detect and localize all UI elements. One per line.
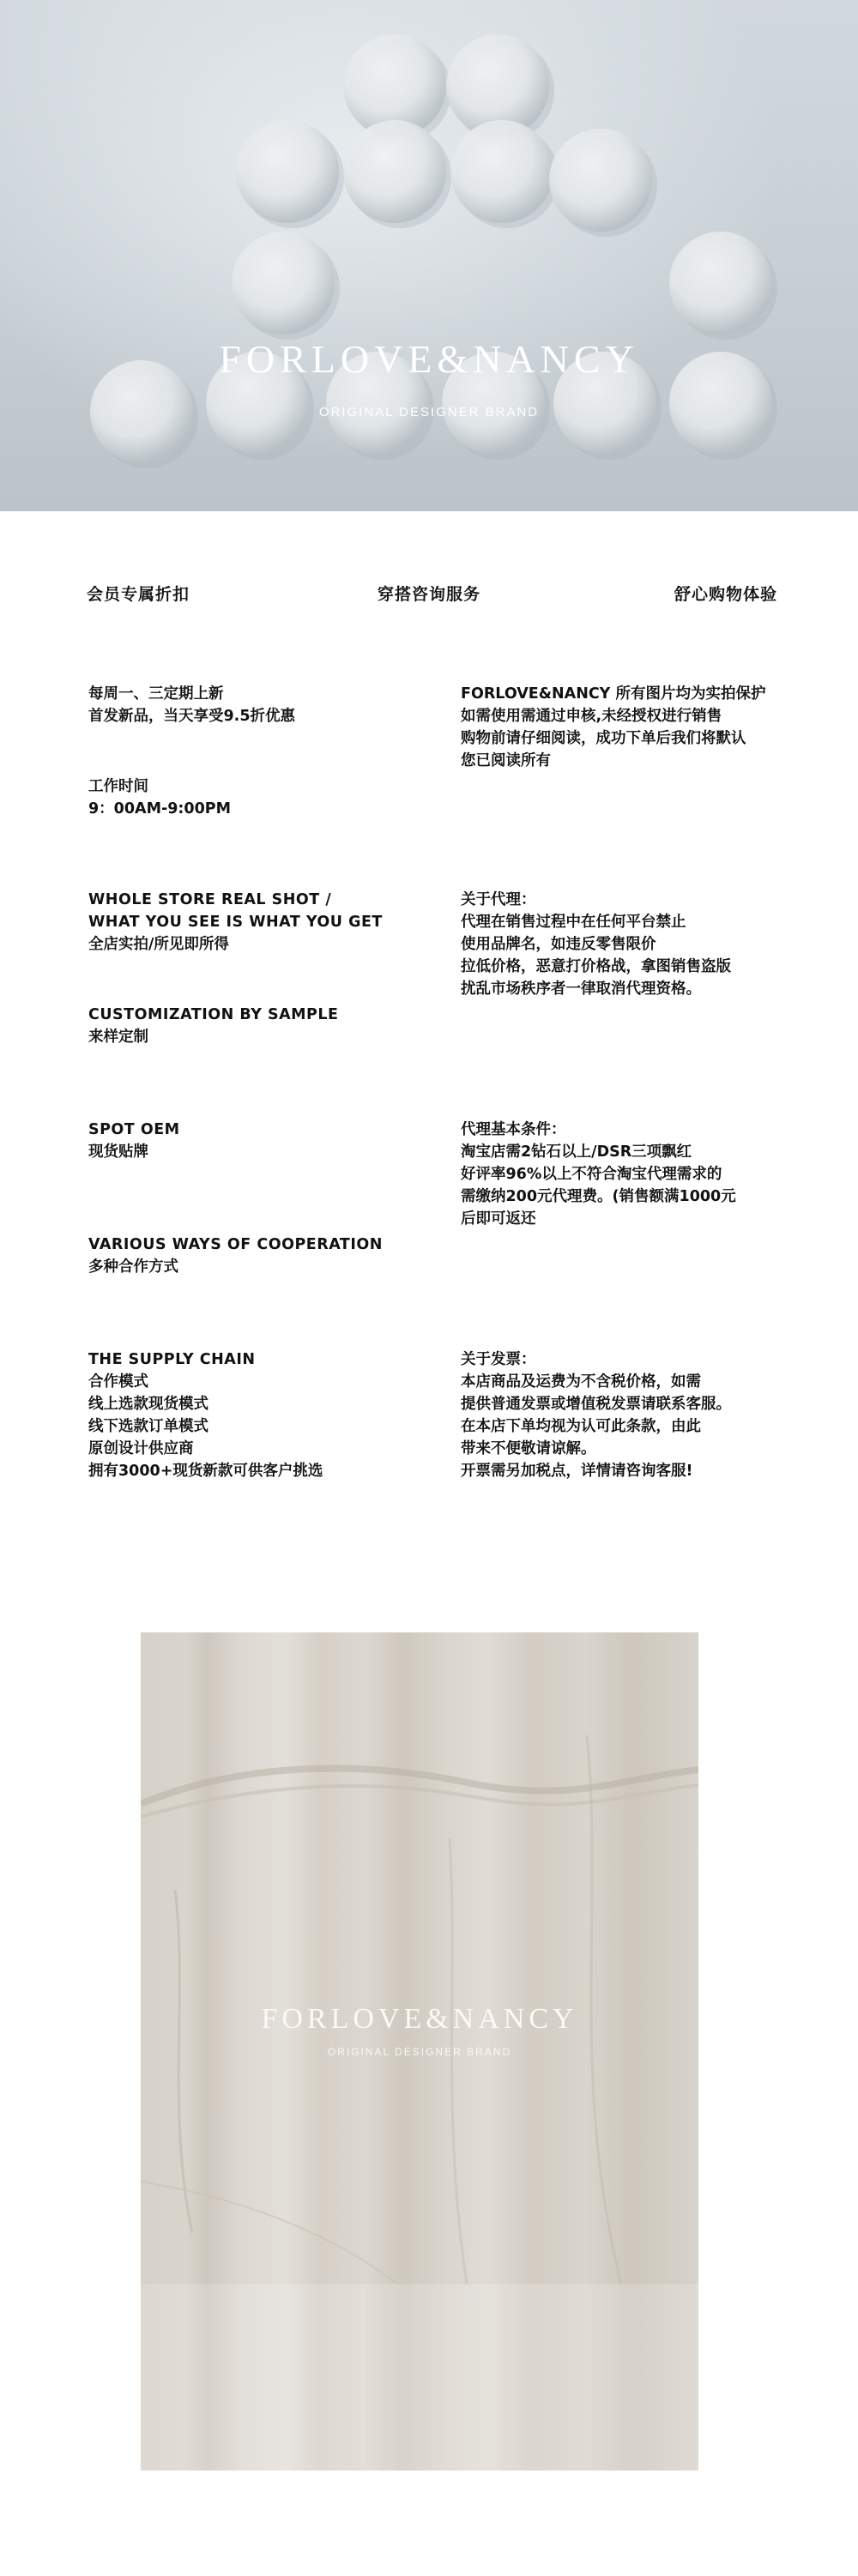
text-line: 代理基本条件： <box>461 1121 566 1138</box>
text-line: 扰乱市场秩序者一律取消代理资格。 <box>461 980 701 998</box>
text-line: 原创设计供应商 <box>88 1440 194 1457</box>
text-line: 9：00AM-9:00PM <box>88 800 232 817</box>
photo-brand-tagline: ORIGINAL DESIGNER BRAND <box>327 2046 512 2058</box>
text-line: 如需使用需通过申核,未经授权进行销售 <box>461 708 722 725</box>
text-line: 好评率96%以上不符合淘宝代理需求的 <box>461 1166 722 1183</box>
hero-brand-title: FORLOVE&NANCY <box>219 337 639 381</box>
text-line: 本店商品及运费为不含税价格，如需 <box>461 1373 701 1391</box>
dome <box>669 232 772 335</box>
text-line: 线下选款订单模式 <box>88 1418 208 1435</box>
text-line: 来样定制 <box>88 1029 148 1046</box>
new-arrivals-block <box>88 683 295 727</box>
customization-block <box>88 1004 338 1048</box>
hero-banner <box>0 0 858 511</box>
text-line: 购物前请仔细阅读，成功下单后我们将默认 <box>461 730 746 747</box>
text-line: CUSTOMIZATION BY SAMPLE <box>88 1006 339 1023</box>
text-line: 需缴纳200元代理费。(销售额满1000元 <box>461 1188 736 1205</box>
hero-texture <box>0 0 858 511</box>
text-line: 每周一、三定期上新 <box>88 685 224 703</box>
working-hours-block <box>88 775 231 820</box>
real-shot-block <box>88 889 383 956</box>
hero-brand-tagline: ORIGINAL DESIGNER BRAND <box>318 405 540 419</box>
text-line: 淘宝店需2钻石以上/DSR三项飘红 <box>461 1143 692 1161</box>
text-line: WHOLE STORE REAL SHOT / <box>88 891 332 908</box>
text-line: 关于发票： <box>461 1351 536 1368</box>
text-line: WHAT YOU SEE IS WHAT YOU GET <box>88 914 383 931</box>
text-line: 您已阅读所有 <box>461 752 551 769</box>
text-line: 现货贴牌 <box>88 1143 148 1161</box>
text-line: THE SUPPLY CHAIN <box>88 1351 256 1368</box>
text-line: 提供普通发票或增值税发票请联系客服。 <box>461 1396 731 1413</box>
dome <box>549 129 652 232</box>
text-line: SPOT OEM <box>88 1121 180 1138</box>
feature-member-discount: 会员专属折扣 <box>87 585 190 604</box>
cooperation-block <box>88 1234 383 1278</box>
text-line: 使用品牌名，如违反零售限价 <box>461 936 656 953</box>
spot-oem-block <box>88 1119 180 1163</box>
dome <box>450 120 553 223</box>
text-line: 后即可返还 <box>461 1210 536 1228</box>
text-line: 线上选款现货模式 <box>88 1396 208 1413</box>
photo-brand-title: FORLOVE&NANCY <box>261 2003 578 2035</box>
text-line: FORLOVE&NANCY 所有图片均为实拍保护 <box>461 685 766 703</box>
text-line: 在本店下单均视为认可此条款，由此 <box>461 1418 701 1435</box>
agency-rules-block <box>461 889 731 1000</box>
feature-styling-consult: 穿搭咨询服务 <box>378 585 481 604</box>
text-line: 合作模式 <box>88 1373 148 1391</box>
text-line: 关于代理： <box>461 891 536 908</box>
text-line: 开票需另加税点，详情请咨询客服! <box>461 1463 693 1480</box>
dome <box>236 120 339 223</box>
text-line: 代理在销售过程中在任何平台禁止 <box>461 914 686 931</box>
dome <box>343 120 446 223</box>
text-line: 带来不便敬请谅解。 <box>461 1440 596 1457</box>
text-line: 全店实拍/所见即所得 <box>88 936 229 953</box>
fabric-photo <box>141 1632 698 2470</box>
text-line: VARIOUS WAYS OF COOPERATION <box>88 1236 383 1253</box>
dome <box>232 232 335 335</box>
text-line: 多种合作方式 <box>88 1258 178 1276</box>
supply-chain-block <box>88 1348 323 1482</box>
text-line: 拥有3000+现货新款可供客户挑选 <box>88 1463 323 1480</box>
invoice-notice-block <box>461 1348 731 1482</box>
agency-conditions-block <box>461 1119 736 1230</box>
feature-shopping-experience: 舒心购物体验 <box>674 585 778 604</box>
copyright-notice-block <box>461 683 765 772</box>
text-line: 工作时间 <box>88 778 148 795</box>
text-line: 首发新品，当天享受9.5折优惠 <box>88 708 296 725</box>
text-line: 拉低价格，恶意打价格战，拿图销售盗版 <box>461 958 731 975</box>
